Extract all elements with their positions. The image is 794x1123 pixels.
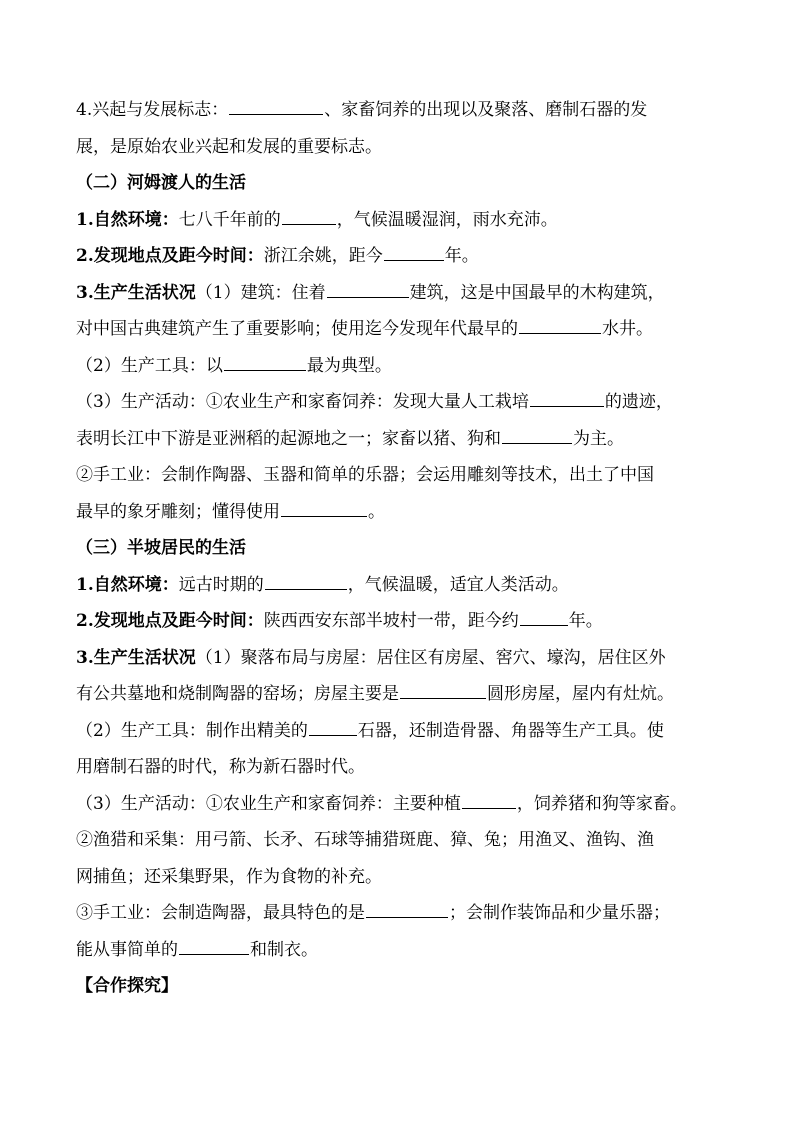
- section-heading-banpo: （三）半坡居民的生活: [76, 538, 246, 558]
- answer-blank[interactable]: [265, 575, 347, 590]
- text: 和制衣。: [250, 939, 318, 960]
- text: 七八千年前的: [178, 209, 281, 230]
- text: 圆形房屋，屋内有灶炕。: [487, 684, 674, 704]
- label: 3.生产生活状况: [76, 282, 196, 303]
- answer-blank[interactable]: [520, 611, 568, 626]
- text: ；会制作装饰品和少量乐器；: [449, 903, 670, 923]
- text: 年。: [568, 611, 603, 631]
- worksheet-page: [76, 92, 736, 1005]
- text: ，饲养猪和狗等家畜。: [516, 793, 687, 814]
- text: 最早的象牙雕刻；懂得使用: [76, 501, 280, 522]
- banpo-living-1: [76, 640, 736, 677]
- text: ②渔猎和采集：用弓箭、长矛、石球等捕猎斑鹿、獐、兔；用渔叉、渔钩、渔: [76, 830, 654, 850]
- item4-text: 、家畜饲养的出现以及聚落、磨制石器的发: [324, 100, 648, 120]
- item4-text-cont: 展，是原始农业兴起和发展的重要标志。: [76, 136, 382, 157]
- text: 网捕鱼；还采集野果，作为食物的补充。: [76, 866, 382, 887]
- label: 1.自然环境：: [76, 209, 179, 230]
- answer-blank[interactable]: [281, 502, 367, 517]
- text: （2）生产工具：制作出精美的: [76, 720, 308, 741]
- hemudu-location: [76, 238, 736, 275]
- text: （1）聚落布局与房屋：居住区有房屋、窖穴、壕沟，居住区外: [195, 647, 666, 668]
- answer-blank[interactable]: [309, 721, 357, 736]
- text: 浙江余姚，距今: [263, 246, 383, 266]
- text: （3）生产活动：①农业生产和家畜饲养：发现大量人工栽培: [76, 392, 529, 412]
- text: 为主。: [573, 428, 624, 449]
- banpo-environment: [76, 567, 736, 604]
- text: 能从事简单的: [76, 939, 178, 960]
- answer-blank[interactable]: [179, 940, 249, 955]
- answer-blank[interactable]: [519, 319, 601, 334]
- hemudu-environment: [76, 202, 736, 239]
- text: 水井。: [602, 319, 653, 339]
- answer-blank[interactable]: [462, 794, 516, 809]
- text: 年。: [444, 246, 479, 266]
- text: 对中国古典建筑产生了重要影响；使用迄今发现年代最早的: [76, 319, 518, 339]
- banpo-hunting-1: [76, 822, 736, 859]
- text: ②手工业：会制作陶器、玉器和简单的乐器；会运用雕刻等技术，出土了中国: [76, 465, 654, 485]
- hemudu-craft-2: [76, 494, 736, 531]
- hemudu-activity-2: [76, 421, 736, 458]
- section-heading-hemudu: （二）河姆渡人的生活: [76, 173, 246, 193]
- text: 表明长江中下游是亚洲稻的起源地之一；家畜以猪、狗和: [76, 428, 501, 449]
- hemudu-tools: [76, 348, 736, 385]
- banpo-living-2: [76, 676, 736, 713]
- hemudu-living-1: [76, 275, 736, 312]
- text: 的遗迹，: [604, 392, 673, 412]
- text: ，气候温暖，适宜人类活动。: [347, 574, 569, 595]
- hemudu-activity-1: [76, 384, 736, 421]
- answer-blank[interactable]: [530, 392, 604, 407]
- banpo-activity: [76, 786, 736, 823]
- text: 用磨制石器的时代，称为新石器时代。: [76, 757, 365, 777]
- item4-line2: [76, 129, 736, 166]
- banpo-tools-2: [76, 749, 736, 786]
- answer-blank[interactable]: [282, 210, 336, 225]
- banpo-location: [76, 603, 736, 640]
- item4-label: 4.兴起与发展标志：: [76, 100, 229, 120]
- text: 最为典型。: [306, 355, 392, 376]
- answer-blank[interactable]: [384, 246, 444, 261]
- label: 3.生产生活状况: [76, 647, 196, 668]
- text: （1）建筑：住着: [195, 282, 326, 303]
- item4-line1: [76, 92, 736, 129]
- banpo-craft-2: [76, 932, 736, 969]
- banpo-craft-1: [76, 895, 736, 932]
- label: 2.发现地点及距今时间：: [76, 246, 264, 266]
- text: （2）生产工具：以: [76, 355, 223, 376]
- banpo-tools-1: [76, 713, 736, 750]
- hemudu-craft-1: [76, 457, 736, 494]
- text: 陕西西安东部半坡村一带，距今约: [263, 611, 519, 631]
- section-heading-cooperative-inquiry: 【合作探究】: [76, 976, 178, 996]
- hemudu-living-2: [76, 311, 736, 348]
- answer-blank[interactable]: [366, 903, 448, 918]
- text: 建筑，这是中国最早的木构建筑，: [409, 282, 665, 303]
- text: 远古时期的: [178, 574, 264, 595]
- text: ，气候温暖湿润，雨水充沛。: [336, 209, 558, 230]
- text: ③手工业：会制造陶器，最具特色的是: [76, 903, 365, 923]
- answer-blank[interactable]: [327, 283, 409, 298]
- text: 。: [368, 501, 385, 522]
- banpo-hunting-2: [76, 859, 736, 896]
- answer-blank[interactable]: [224, 356, 306, 371]
- label: 1.自然环境：: [76, 574, 179, 595]
- answer-blank[interactable]: [400, 684, 486, 699]
- label: 2.发现地点及距今时间：: [76, 611, 264, 631]
- text: 有公共墓地和烧制陶器的窑场；房屋主要是: [76, 684, 399, 704]
- answer-blank[interactable]: [502, 429, 572, 444]
- text: （3）生产活动：①农业生产和家畜饲养：主要种植: [76, 793, 461, 814]
- answer-blank[interactable]: [229, 100, 323, 115]
- text: 石器，还制造骨器、角器等生产工具。使: [357, 720, 664, 741]
